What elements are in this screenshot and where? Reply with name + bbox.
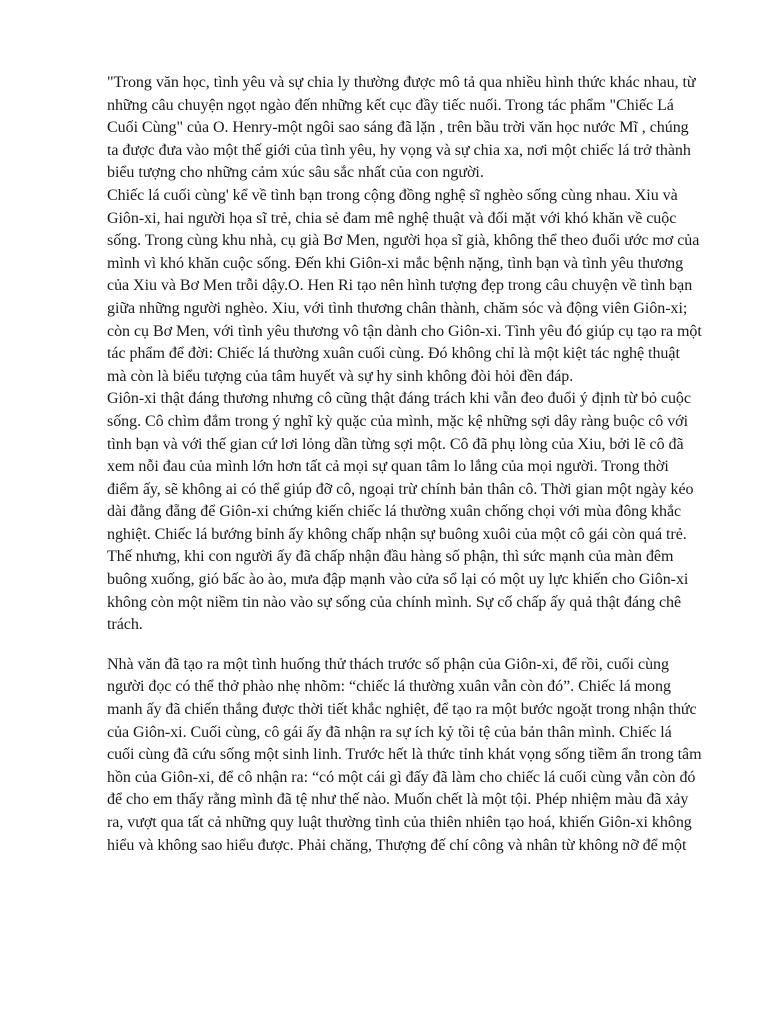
paragraph-johnsy-blame: Giôn-xi thật đáng thương nhưng cô cũng thật đáng trách khi vẫn đeo đuổi ý định từ bỏ cuộc sống. Cô chìm đắm trong ý nghĩ kỳ quặc của mình, mặc kệ những sợi dây ràng buộc cô với tình bạn và với thế gian cứ lơi lỏng dần từng sợi một. Cô đã phụ lòng của Xiu, bởi lẽ cô đã xem nỗi đau của mình lớn hơn tất cả mọi sự quan tâm lo lắng của mọi người. Trong thời điểm ấy, sẽ không ai có thể giúp đỡ cô, ngoại trừ chính bản thân cô. Thời gian một ngày kéo dài đằng đẵng để Giôn-xi chứng kiến chiếc lá thường xuân chống chọi với mùa đông khắc nghiệt. Chiếc lá bướng bỉnh ấy không chấp nhận sự buông xuôi của một cô gái còn quá trẻ. Thế nhưng, khi con người ấy đã chấp nhận đầu hàng số phận, thì sức mạnh của màn đêm buông xuống, gió bấc ào ào, mưa đập mạnh vào cửa sổ lại có một uy lực khiến cho Giôn-xi không còn một niềm tin nào vào sự sống của chính mình. Sự cố chấp ấy quả thật đáng chê trách. [107, 390, 694, 634]
paragraph-intro: "Trong văn học, tình yêu và sự chia ly thường được mô tả qua nhiều hình thức khác nhau, từ những câu chuyện ngọt ngào đến những kết cục đầy tiếc nuối. Trong tác phẩm "Chiếc Lá Cuối Cùng" của O. Henry-một ngôi sao sáng đã lặn , trên bầu trời văn học nước Mĩ , chúng ta được đưa vào một thế giới của tình yêu, hy vọng và sự chia xa, nơi một chiếc lá trở thành biểu tượng cho những cảm xúc sâu sắc nhất của con người. [107, 74, 696, 182]
body-text [107, 72, 703, 857]
paragraph-friendship: Chiếc lá cuối cùng' kể về tình bạn trong cộng đồng nghệ sĩ nghèo sống cùng nhau. Xiu và Giôn-xi, hai người họa sĩ trẻ, chia sẻ đam mê nghệ thuật và đối mặt với khó khăn về cuộc sống. Trong cùng khu nhà, cụ già Bơ Men, người họa sĩ già, không thể theo đuổi ước mơ của mình vì khó khăn cuộc sống. Đến khi Giôn-xi mắc bệnh nặng, tình bạn và tình yêu thương của Xiu và Bơ Men trỗi dậy.O. Hen Ri tạo nên hình tượng đẹp trong câu chuyện về tình bạn giữa những người nghèo. Xiu, với tình thương chân thành, chăm sóc và động viên Giôn-xi; còn cụ Bơ Men, với tình yêu thương vô tận dành cho Giôn-xi. Tình yêu đó giúp cụ tạo ra một tác phẩm để đời: Chiếc lá thường xuân cuối cùng. Đó không chỉ là một kiệt tác nghệ thuật mà còn là biểu tượng của tâm huyết và sự hy sinh không đòi hỏi đền đáp. [107, 186, 702, 385]
paragraph-turning-point: Nhà văn đã tạo ra một tình huống thử thách trước số phận của Giôn-xi, để rồi, cuối cùng người đọc có thể thở phào nhẹ nhõm: “chiếc lá thường xuân vẫn còn đó”. Chiếc lá mong manh ấy đã chiến thắng được thời tiết khắc nghiệt, để tạo ra một bước ngoặt trong nhận thức của Giôn-xi. Cuối cùng, cô gái ấy đã nhận ra sự ích kỷ tồi tệ của bản thân mình. Chiếc lá cuối cùng đã cứu sống một sinh linh. Trước hết là thức tỉnh khát vọng sống tiềm ẩn trong tâm hồn của Giôn-xi, để cô nhận ra: “có một cái gì đấy đã làm cho chiếc lá cuối cùng vẫn còn đó để cho em thấy rằng mình đã tệ như thế nào. Muốn chết là một tội. Phép nhiệm màu đã xảy ra, vượt qua tất cả những quy luật thường tình của thiên nhiên tạo hoá, khiến Giôn-xi không hiểu và không sao hiểu được. Phải chăng, Thượng đế chí công và nhân từ không nỡ để một [107, 655, 702, 854]
